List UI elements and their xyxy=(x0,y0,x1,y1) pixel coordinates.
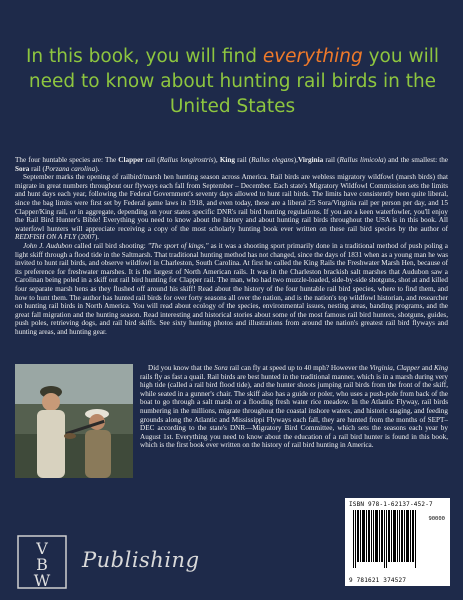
svg-text:W: W xyxy=(33,571,51,590)
text: , xyxy=(392,364,397,372)
headline-part1: In this book, you will find xyxy=(25,46,263,67)
text: ). xyxy=(95,164,100,173)
text: rail can fly at speed up to 40 mph? However the xyxy=(227,364,370,372)
barcode-digits: 9 781621 374527 xyxy=(349,577,407,584)
text: rail ( xyxy=(143,156,160,164)
text: ), xyxy=(213,156,220,164)
price-code: 90000 xyxy=(428,516,445,522)
publisher-name: Publishing xyxy=(82,548,200,572)
paragraph-flight-speed xyxy=(140,364,448,450)
scientific-name: Rallus limicola xyxy=(339,156,384,164)
author-name: John J. Audubon xyxy=(23,241,73,250)
vbw-logo-icon xyxy=(16,534,68,590)
text: rails fly as fast a quail. Rail birds are best hunted in the traditional manner, which is in a marsh during very high tide (called a rail bird flood tide), and the hunter shoots jumping rail birds from the front of the skiff, while seated in a gunner's chair. The skiff also has a guide or poler, who uses a push-pole from back of the boat to go through a salt marsh or a flooding fresh water rice meadow. In the Atlantic Flyway, rail birds numbering in the millions, migrate throughout the coastal inshore waters, and historic staging, and feeding grounds along the Atlantic and Mississippi Flyways each fall, they are hunted from the months of SEPT–DEC according to the state's DNR—Migratory Bird Committee, which sets the seasons each year by August 1st. Everything you need to know about the education of a rail bird hunter is found in this book, which is the first book ever written on the history of rail bird hunting in America. xyxy=(140,372,448,450)
isbn-number: ISBN 978-1-62137-452-7 xyxy=(349,501,433,508)
description-body xyxy=(15,156,448,336)
svg-text:B: B xyxy=(36,555,48,574)
isbn-barcode xyxy=(345,498,450,586)
scientific-name: Rallus elegans xyxy=(251,156,294,164)
species-king: King xyxy=(219,156,236,164)
scientific-name: Rallus longirostris xyxy=(159,156,214,164)
headline-part2: you will need to know about hunting rail birds in the United States xyxy=(28,46,440,117)
species-sora: Sora xyxy=(15,164,30,173)
book-title-reference: REDFISH ON A FLY xyxy=(15,233,77,242)
barcode-icon xyxy=(353,510,417,568)
paragraph-season xyxy=(15,173,448,242)
species-sora: Sora xyxy=(214,364,228,372)
hunters-photo xyxy=(15,364,133,478)
svg-text:V: V xyxy=(36,539,48,558)
publisher-logo xyxy=(16,534,68,590)
text: Did you know that the xyxy=(148,364,215,372)
species-virginia: Virginia xyxy=(369,364,393,372)
text: ), xyxy=(293,156,298,164)
paragraph-species xyxy=(15,156,448,173)
text: rail ( xyxy=(323,156,340,164)
text: called rail bird shooting: xyxy=(72,241,148,250)
text: rail ( xyxy=(29,164,45,173)
text: rail ( xyxy=(235,156,252,164)
species-king: King xyxy=(434,364,448,372)
headline-emphasis: everything xyxy=(262,46,363,67)
text: The four huntable species are: The xyxy=(15,156,119,164)
text: (2007). xyxy=(76,233,100,242)
text: and xyxy=(420,364,435,372)
species-clapper: Clapper xyxy=(118,156,144,164)
species-clapper: Clapper xyxy=(396,364,420,372)
text: as it was a shooting sport primarily done in a traditional method of push poling a light skiff through a flood tide in the Saltmarsh. That traditional hunting method has not changed, since the days of 1831 when as a young man he was invited to hunt rail birds, and observe wildfowl in Charleston, South Carolina. At first he called the King Rails the Freshwater Marsh Hen, because of its preference for freshwater marshes. It is the largest of North American rails. It was in the Charleston brackish salt marshes that Audubon saw a Carolinan being poled in a skiff out rail bird hunting for Clapper rail. The man, who had two muzzle-loaded, side-by-side shotguns, shot at and killed four separate marsh hens as they flushed off around his skiff! Read about the history of the four huntable rail bird species, where to find them, and how to hunt them. The author has hunted rail birds for over forty seasons all over the nation, and is the nation's top wildfowl historian, and researcher on hunting rail birds in North America. You will read about ecology of the species, environmental issues, nesting areas, banding programs, and the great fall migration and the hunting season. Read interesting and historical stories about some of the most famous rail bird hunters, shotguns, guides, push poles, retrieving dogs, and rail bird skiffs. See sixty hunting photos and illustrations from around the nation's greatest rail bird flyways and hunting areas, and hunting gear. xyxy=(15,241,448,336)
species-virginia: Virginia xyxy=(297,156,324,164)
scientific-name: Porzana carolina xyxy=(44,164,96,173)
paragraph-audubon xyxy=(15,242,448,337)
quote: "The sport of kings," xyxy=(147,241,209,250)
text: September marks the opening of railbird/marsh hen hunting season across America. Rail birds are webless migratory wildfowl (marsh birds) that migrate in great numbers throughout our flyways each fall from September – December. Each state's Migratory Wildfowl Commission sets the limits and hunt days each year, following the Federal Government's seventy days allowed to hunt rail birds. The limits have consistently been quite liberal, since the bag limits were first set by Federal game laws in 1918, and even today, these are a liberal 25 Sora/Virginia rail per person per day, and 15 Clapper/King rail, or in aggregate, depending on your states specific DNR's rail bird hunting regulations. If you are a keen waterfowler, you'll enjoy the Rail Bird Hunter's Bible! Everything you need to know about the history and about hunting rail birds throughout the USA is in this book. All waterfowl hunters will appreciate receiving a copy of the most scholarly hunting book ever written on these rail bird species by the author of xyxy=(15,173,448,233)
cover-headline xyxy=(20,44,445,119)
hunters-photo-image xyxy=(15,364,133,478)
text: ) and the smallest: the xyxy=(383,156,448,164)
